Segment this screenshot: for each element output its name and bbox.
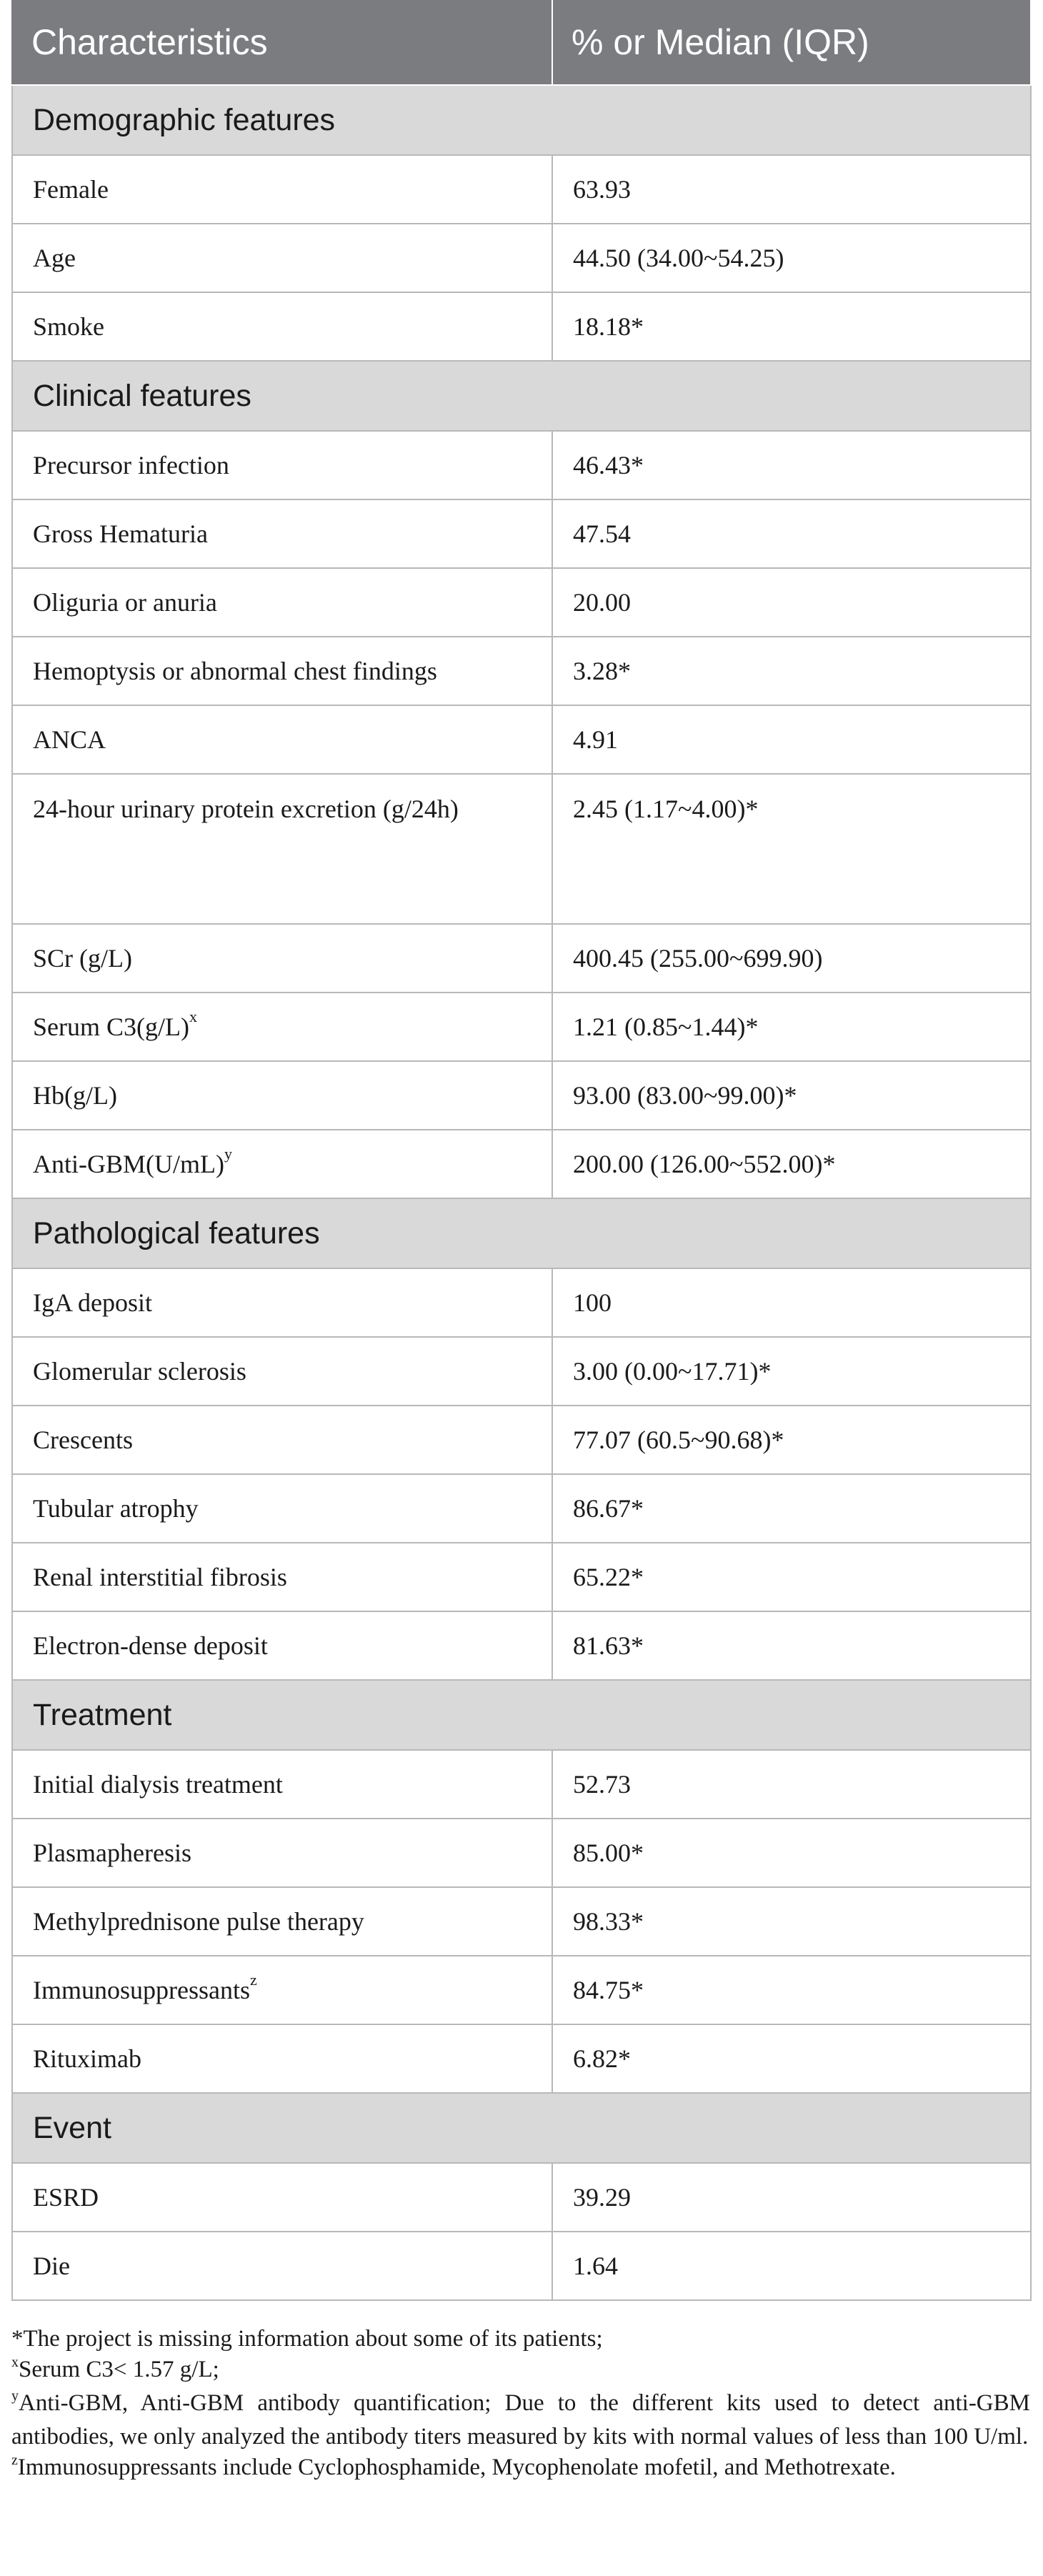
table-row [12, 224, 1031, 292]
footnote-mark: z [11, 2452, 18, 2468]
row-label: ESRD [33, 2183, 99, 2212]
row-label: Serum C3(g/L) [33, 1013, 189, 1041]
footnote-text: The project is missing information about some of its patients; [23, 2326, 603, 2352]
row-label: Electron-dense deposit [33, 1631, 268, 1660]
section-header-row [12, 85, 1031, 155]
row-label: IgA deposit [33, 1288, 152, 1317]
footnote-marker: z [249, 1971, 257, 1989]
table-header-row [12, 0, 1031, 85]
row-label: Rituximab [33, 2044, 141, 2073]
footnote [11, 2452, 1030, 2486]
row-value: 4.91 [552, 705, 1031, 774]
section-header-row [12, 1198, 1031, 1268]
row-label-cell [12, 1406, 552, 1474]
row-label: Hb(g/L) [33, 1081, 117, 1110]
row-label: SCr (g/L) [33, 944, 132, 973]
row-label: 24-hour urinary protein excretion (g/24h) [33, 795, 459, 823]
footnote-marker: x [189, 1008, 197, 1025]
row-label: Female [33, 175, 109, 204]
footnote [11, 2324, 1030, 2354]
row-value: 44.50 (34.00~54.25) [552, 224, 1031, 292]
table-row [12, 1406, 1031, 1474]
row-label-cell [12, 431, 552, 499]
table-row [12, 1819, 1031, 1887]
row-value: 98.33* [552, 1887, 1031, 1956]
table-row [12, 705, 1031, 774]
row-label-cell [12, 224, 552, 292]
table-row [12, 1611, 1031, 1680]
footnote-text: Serum C3< 1.57 g/L; [19, 2357, 219, 2382]
table-row [12, 1130, 1031, 1198]
row-label-cell [12, 1819, 552, 1887]
row-label-cell [12, 2024, 552, 2093]
row-label: Plasmapheresis [33, 1839, 191, 1867]
row-value: 20.00 [552, 568, 1031, 637]
header-value: % or Median (IQR) [552, 0, 1031, 85]
row-label: Renal interstitial fibrosis [33, 1563, 287, 1591]
section-header-row [12, 361, 1031, 431]
footnote-text: Immunosuppressants include Cyclophosphamide, Mycophenolate mofetil, and Methotrexate. [17, 2455, 896, 2480]
footnote-mark: x [11, 2354, 19, 2370]
row-value: 84.75* [552, 1956, 1031, 2024]
row-value: 85.00* [552, 1819, 1031, 1887]
footnote-mark: * [11, 2326, 24, 2352]
table-row [12, 292, 1031, 361]
row-value: 47.54 [552, 499, 1031, 568]
table-row [12, 155, 1031, 224]
row-label: Precursor infection [33, 451, 229, 479]
row-label: Gross Hematuria [33, 519, 208, 548]
row-label: Glomerular sclerosis [33, 1357, 246, 1386]
footnote-mark: y [11, 2388, 19, 2404]
row-value: 65.22* [552, 1543, 1031, 1611]
row-value: 18.18* [552, 292, 1031, 361]
footnotes [11, 2324, 1030, 2486]
row-label-cell [12, 499, 552, 568]
table-row [12, 1543, 1031, 1611]
row-label-cell [12, 292, 552, 361]
section-header-row [12, 1680, 1031, 1750]
row-label-cell [12, 924, 552, 993]
row-label-cell [12, 1543, 552, 1611]
row-value: 52.73 [552, 1750, 1031, 1819]
table-row [12, 1887, 1031, 1956]
section-header-row [12, 2093, 1031, 2163]
row-label: Initial dialysis treatment [33, 1770, 283, 1799]
row-value: 39.29 [552, 2163, 1031, 2232]
header-characteristics: Characteristics [12, 0, 552, 85]
row-label-cell [12, 2232, 552, 2300]
row-label: Immunosuppressants [33, 1976, 250, 2004]
row-value: 100 [552, 1268, 1031, 1337]
row-label: Tubular atrophy [33, 1494, 199, 1523]
row-label-cell [12, 705, 552, 774]
row-value: 200.00 (126.00~552.00)* [552, 1130, 1031, 1198]
table-row [12, 993, 1031, 1061]
row-value: 81.63* [552, 1611, 1031, 1680]
table-row [12, 1750, 1031, 1819]
footnote-text: Anti-GBM, Anti-GBM antibody quantification; Due to the different kits used to detect anti-GBM antibodies, we only analyzed the antibody titers measured by kits with normal values of less than 100 U/ml. [11, 2390, 1030, 2450]
table-row [12, 1474, 1031, 1543]
row-label-cell [12, 1061, 552, 1130]
section-title: Clinical features [12, 361, 1031, 431]
characteristics-table [11, 0, 1032, 2301]
table-row [12, 499, 1031, 568]
section-title: Event [12, 2093, 1031, 2163]
table-row [12, 2163, 1031, 2232]
row-label-cell [12, 637, 552, 705]
table-row [12, 637, 1031, 705]
table-body [12, 85, 1031, 2300]
table-row [12, 2232, 1031, 2300]
footnote-marker: y [224, 1145, 232, 1163]
table-row [12, 1268, 1031, 1337]
row-value: 1.64 [552, 2232, 1031, 2300]
row-value: 3.00 (0.00~17.71)* [552, 1337, 1031, 1406]
row-value: 1.21 (0.85~1.44)* [552, 993, 1031, 1061]
row-label-cell [12, 1337, 552, 1406]
row-value: 77.07 (60.5~90.68)* [552, 1406, 1031, 1474]
row-label-cell [12, 1750, 552, 1819]
row-label: Age [33, 244, 76, 272]
row-label-cell [12, 1956, 552, 2024]
row-label-cell [12, 1474, 552, 1543]
row-value: 400.45 (255.00~699.90) [552, 924, 1031, 993]
footnote [11, 2354, 1030, 2388]
table-row [12, 1956, 1031, 2024]
row-label-cell [12, 1887, 552, 1956]
row-label: Oliguria or anuria [33, 588, 217, 617]
table-row [12, 431, 1031, 499]
row-label: Hemoptysis or abnormal chest findings [33, 657, 437, 685]
characteristics-table-container [11, 0, 1030, 2301]
table-row [12, 1061, 1031, 1130]
row-label-cell [12, 1611, 552, 1680]
section-title: Pathological features [12, 1198, 1031, 1268]
table-row [12, 2024, 1031, 2093]
row-label: ANCA [33, 725, 106, 754]
table-row [12, 1337, 1031, 1406]
table-row [12, 774, 1031, 924]
row-label-cell [12, 1130, 552, 1198]
row-label-cell [12, 155, 552, 224]
row-label: Methylprednisone pulse therapy [33, 1907, 364, 1936]
row-value: 2.45 (1.17~4.00)* [552, 774, 1031, 924]
row-value: 86.67* [552, 1474, 1031, 1543]
row-label: Anti-GBM(U/mL) [33, 1150, 224, 1178]
row-label-cell [12, 993, 552, 1061]
table-row [12, 568, 1031, 637]
row-value: 63.93 [552, 155, 1031, 224]
row-label-cell [12, 568, 552, 637]
row-value: 6.82* [552, 2024, 1031, 2093]
footnote [11, 2388, 1030, 2452]
row-label-cell [12, 774, 552, 924]
row-label: Die [33, 2252, 70, 2280]
row-label-cell [12, 1268, 552, 1337]
row-label-cell [12, 2163, 552, 2232]
row-label: Smoke [33, 312, 105, 341]
section-title: Treatment [12, 1680, 1031, 1750]
row-label: Crescents [33, 1426, 133, 1454]
section-title: Demographic features [12, 85, 1031, 155]
row-value: 93.00 (83.00~99.00)* [552, 1061, 1031, 1130]
row-value: 3.28* [552, 637, 1031, 705]
row-value: 46.43* [552, 431, 1031, 499]
table-row [12, 924, 1031, 993]
